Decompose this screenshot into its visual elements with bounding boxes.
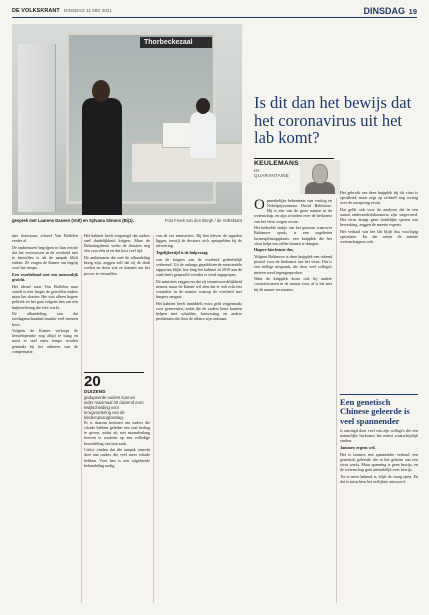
pull-quote (340, 394, 418, 426)
article-photo (12, 24, 242, 215)
page-number: 19 (408, 7, 417, 16)
stat-box (84, 372, 144, 420)
right-column-2: Het gebruik van deze knipplek bij dit virus is opvallend, maar zegt op zichzelf nog weinig over de oorsprong ervan. Dat geldt ook voor de analyses die in een aantal onderzoekslaboratoria zijn uitgevoerd. Het virus draagt geen duidelijke sporen van bewerking, zeggen de meeste experts. Het verhaal van het lab blijft dus voorlopig speculatie. En dat weten de meeste wetenschappers ook. (340, 190, 418, 245)
columnist-header (254, 160, 299, 178)
room-sign: Thorbeckezaal (140, 37, 212, 48)
left-column-1: niet doorstaan, schreef Van Haffelen eerder al. De ambtenaren begrijpen in hun reactie dat het vertrouwen in de overheid niet te herstellen is als de aanpak blijft steken. Ze vragen de Kamer om begrip voor het tempo. Een voorbehoud met een mensenlijk gezicht. Het ideaal waar Van Haffelen naar streeft is niet langer de getroffen ouders maar het dossier. Het was alleen hogere politiek en het gaat volgens hen om een hulpverlening die echt werkt. De afhandeling van dat toeslagenschandaal maakte veel mensen boos. Volgens de Kamer verloopt de hersteloperatie nog altijd te traag en moet er snel meer tempo worden gemaakt bij het uitkeren van de compensatie. (12, 233, 78, 354)
masthead-rule (12, 17, 417, 18)
photo-credit: Foto Freek van den Bergh / de Volkskrant (164, 218, 242, 223)
pull-quote-text: Een genetisch Chinese geleerde is veel spannender (340, 397, 410, 426)
article-headline: Is dit dan het bewijs dat het coronavirus uit het lab komt? (254, 93, 412, 147)
photo-person-back (188, 98, 218, 158)
stat-description: gedupeerde ouders kunnen ieder maximaal 30 duizend euro kwijtschelding voor terugvordering van de kinderopvangtoeslag. (84, 395, 144, 420)
drop-cap: O (254, 198, 265, 213)
columnist-series: IN QUARANTAINE (254, 168, 290, 178)
right-column-2b: is omringd door veel van zijn collega's die een natuurlijke herkomst het meest waarschijnlijk vinden. Jammer, ergens wel. Het is immers een spannender verhaal: een genetisch geleerde die in het geheim aan een virus werkt. Maar spanning is geen bewijs, en de wetenschap gaat uiteindelijk over bewijs. Tot er meer bekend is, blijft de vraag open. En dat is misschien het eerlijkste antwoord. (340, 428, 418, 484)
stat-number: 20 (84, 373, 101, 390)
photo-caption (12, 217, 242, 225)
left-column-2b: Er is daarom besloten om ouders die schade hebben geleden een vast bedrag te geven, zodat zij niet maandenlang hoeven te wachten op een volledige beoordeling van hun zaak. Critici vinden dat die aanpak onrecht doet aan ouders die veel meer schade hebben. Voor hen is een uitgebreide behandeling nodig. (84, 420, 150, 468)
left-column-2: Het kabinet heeft toegezegd dat ouders snel duidelijkheid krijgen. Maar de Belastingdienst werkt de dossiers nog één voor één af en dat kost veel tijd. De ambtenaren die met de afhandeling bezig zijn, zeggen zelf dat zij de druk voelen en doen wat ze kunnen om het proces te versnellen. (84, 233, 150, 276)
masthead-brand: DE VOLKSKRANT (12, 8, 60, 14)
masthead-date: DINSDAG 11 MEI 2021 (64, 8, 112, 13)
photo-table (132, 142, 242, 182)
caption-text: gesprek met Laurens Dassen (Volt) en Sylvana Simons (Bij1). (12, 218, 134, 223)
section-day: DINSDAG (363, 6, 405, 16)
left-column-3: van de zes ministeries. Bij hen bleven de signalen liggen, terwijl de dossiers zich opstapelden bij de uitvoering. Tegelijkertijd is de hulpvraag van de burgers aan de overheid gedeeltelijk verbeterd. Uit de onlangs gepubliceerde ministeriële rapporten blijkt hoe lang het kabinet in 2019 aan de zaak heeft geaarzeld voordat er werd ingegrepen. De ministers zeggen nu dat zij verantwoordelijkheid nemen, maar de Kamer wil zien dat er ook echt iets verandert in de manier waarop de overheid met burgers omgaat. Het kabinet heeft inmiddels extra geld vrijgemaakt voor gemeenten, zodat die de ouders beter kunnen helpen met schulden, huisvesting en andere problemen die door de affaire zijn ontstaan. (156, 233, 242, 322)
photo-door (18, 44, 56, 212)
stat-unit: DUIZEND (84, 389, 106, 394)
photo-person-front (78, 80, 124, 215)
masthead (12, 6, 417, 16)
columnist-portrait (300, 160, 340, 194)
columnist-rule (254, 158, 334, 159)
columnist-name: KEULEMANS (254, 160, 299, 167)
right-column-1: Opmerkelijke bekentenis van virolog en Nobelprijswinnaar David Baltimore. Hij is een van de grote namen in de wetenschap, en zijn woorden over de herkomst van het virus wogen zwaar. Het bedoelde stukje van het genoom waarover Baltimore sprak, is een zogeheten furinesplitsingsplaats: een knipplek die het virus helpt om cellen binnen te dringen. Hogere biochemie dus, Volgens Baltimore is deze knipplek een rokend pistool voor de herkomst van het virus. Dat is een stellige uitspraak, die door veel collega's meteen werd tegengesproken. Want de knipplek komt ook bij andere coronavirussen in de natuur voor, al is het niet bij de naaste verwanten. (254, 198, 332, 292)
